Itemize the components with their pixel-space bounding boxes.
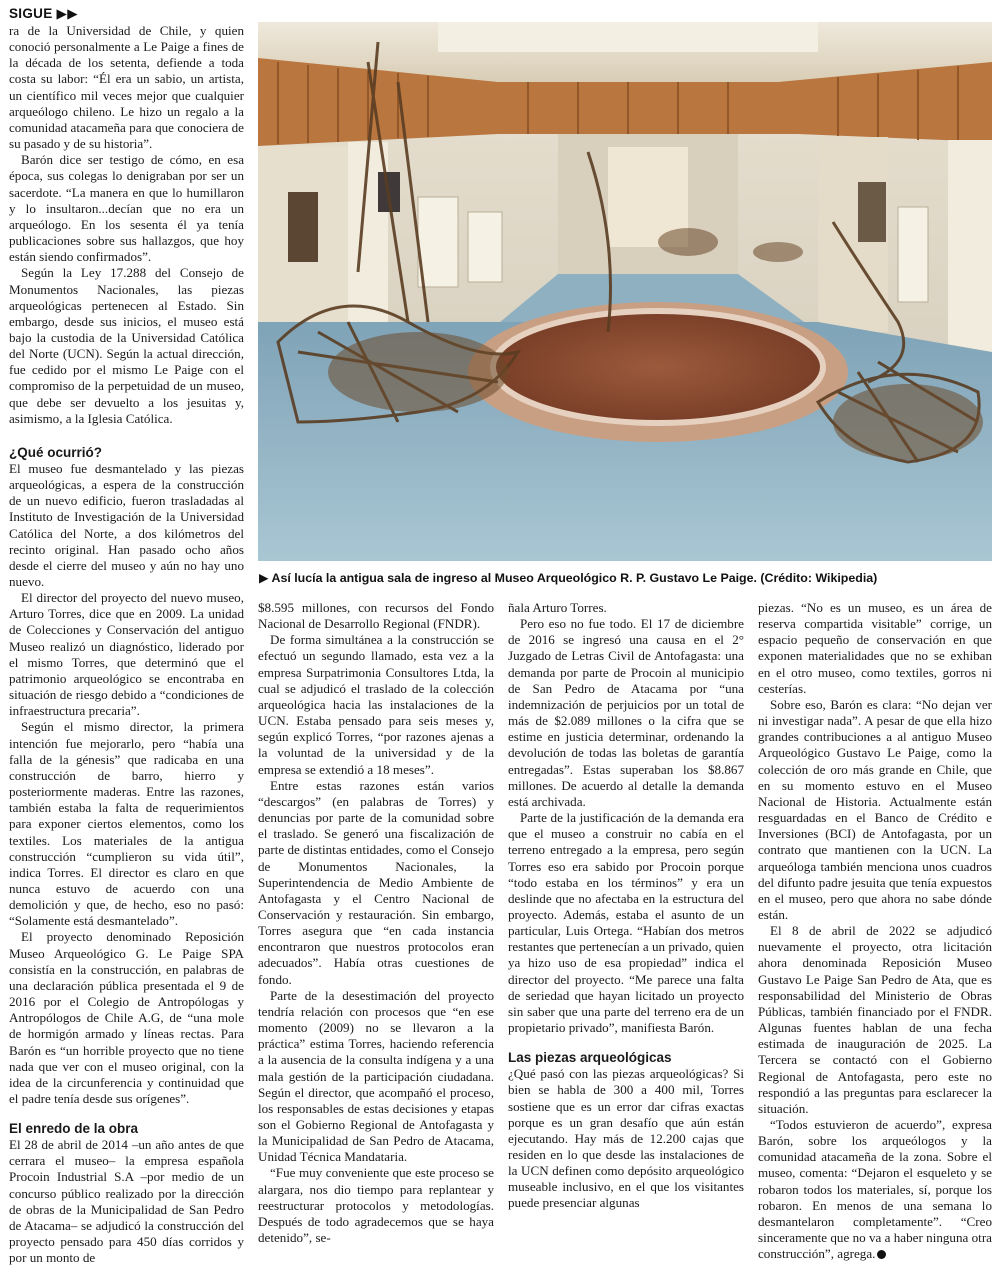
paragraph: El 8 de abril de 2022 se adjudicó nuevamente el proyecto, otra licitación ahora denominada Reposición Museo Gustavo Le Paige San Pedro de Ata, que es responsabilidad del Ministerio de Obras Públicas, también financiado por el FNDR. Algunas fuentes hablan de una fecha estimada de inauguración de 2025. La Tercera se contactó con el Gobierno Regional de Antofagasta, pero este no respondió a las preguntas para esclarecer la situación. [758,923,992,1116]
text-column-2 [258,600,494,1246]
paragraph: Según la Ley 17.288 del Consejo de Monumentos Nacionales, las piezas arqueológicas pertenecen al Estado. Sin embargo, desde sus inicios, el museo está bajo la custodia de la Universidad Católica del Norte (UCN). Según la actual dirección, fue cedido por el mismo Le Paige con el compromiso de la perpetuidad de un museo, que debe ser devuelto a los jesuitas y, asimismo, a la Iglesia Católica. [9,265,244,426]
caption-text: Así lucía la antigua sala de ingreso al Museo Arqueológico R. P. Gustavo Le Paige. (Crédito: Wikipedia) [271,571,878,585]
paragraph: Barón dice ser testigo de cómo, en esa época, sus colegas lo denigraban por ser un sacerdote. “La manera en que lo humillaron y lo insultaron...decían que no era un arqueólogo. En los sesenta él ya tenía publicaciones sobre sus hallazgos, que hoy están siendo confirmados”. [9,152,244,265]
paragraph [758,1117,992,1262]
paragraph: El 28 de abril de 2014 –un año antes de que cerrara el museo– la empresa española Procoin Industrial S.A –por medio de un concurso público realizado por la dirección de obras de la Municipalidad de San Pedro de Atacama– se adjudicó la construcción del proyecto pensado para 450 días corridos y por un monto de [9,1137,244,1266]
paragraph: ra de la Universidad de Chile, y quien conoció personalmente a Le Paige a fines de la década de los setenta, defiende a toda costa su labor: “Él era un sabio, un artista, un científico mil veces mejor que cualquier arqueólogo chileno. Le hizo un regalo a la comunidad atacameña para que conociera de su pasado y de su historia”. [9,23,244,152]
subheading-que-ocurrio: ¿Qué ocurrió? [9,444,103,460]
paragraph: Parte de la desestimación del proyecto tendría relación con procesos que “en ese momento (2009) no se llevaron a la práctica” estima Torres, haciendo referencia a la ausencia de la consulta indígena y a una mala gestión de la participación ciudadana. Según el director, que acompañó el proceso, los responsables de estas decisiones y etapas son el Gobierno Regional de Antofagasta y la Municipalidad de San Pedro de Atacama, Unidad Técnica Mandataria. [258,987,494,1165]
paragraph: ñala Arturo Torres. [508,600,607,615]
paragraph: $8.595 millones, con recursos del Fondo Nacional de Desarrollo Regional (FNDR). [258,600,494,632]
paragraph-text: “Todos estuvieron de acuerdo”, expresa Barón, sobre los arqueólogos y la comunidad atacameña de la zona. Sobre el museo, comenta: “Dejaron el esqueleto y se robaron todos los materiales, sí, porque los robaron. En menos de una semana lo desmantelaron completamente”. “Creo sinceramente que no va a haber ninguna otra construcción”, agrega. [758,1117,992,1262]
text-column-3 [508,600,744,1212]
paragraph: Sobre eso, Barón es clara: “No dejan ver ni investigar nada”. A pesar de que ella hizo grandes contribuciones a al antiguo Museo Arqueológico Gustavo Le Paige, como la colección de oro más grande en Chile, que en su momento estuvo en el Museo Nacional de Historia. Actualmente están resguardadas en el Banco de Crédito e Inversiones (BCI) de Antofagasta, por un contrato que mantienen con la UCN. La arqueóloga también menciona unos cuadros del difunto padre jesuita que tenía expuestos en el museo, pero que ahora no sabe dónde están. [758,696,992,922]
end-of-article-icon [877,1250,886,1259]
museum-hall-illustration [258,22,992,561]
paragraph: “Fue muy conveniente que este proceso se alargara, nos dio tiempo para replantear y reestructurar protocolos y metodologías. Después de todo agradecemos que se haya detenido”, se- [258,1165,494,1246]
paragraph: Entre estas razones están varios “descargos” (en palabras de Torres) y denuncias por parte de la comunidad sobre el traslado. Se generó una fiscalización de parte de distintas entidades, como el Consejo de Monumentos Nacionales, la Superintendencia de Medio Ambiente de Antofagasta y el Centro Nacional de Conservación y restauración. Sin embargo, Torres asegura que “en cada instancia encontraron que nuestros protocolos eran adecuados”. Había otras cuestiones de fondo. [258,777,494,987]
paragraph: ¿Qué pasó con las piezas arqueológicas? Si bien se habla de 300 a 400 mil, Torres sostiene que es un error dar cifras exactas porque es un gran desafío que aún están ejecutando. Hay más de 12.200 cajas que residen en lo que desde las instalaciones de la UCN definen como depósito arqueológico museable inclusivo, en el que los visitantes puede presenciar algunas [508,1066,744,1211]
paragraph: piezas. “No es un museo, es un área de reserva compartida visitable” corrige, un espacio pequeño de conservación en que exponen materialidades que no se exhiban en el otro museo, como textiles, gorros ni cesterías. [758,600,992,696]
text-column-1 [9,23,244,1266]
paragraph: El museo fue desmantelado y las piezas arqueológicas, a espera de la construcción de un nuevo edificio, fueron trasladadas al Instituto de Investigación de la Universidad Católica del Norte, a dos kilómetros del recinto original. Han pasado ocho años desde el cierre del museo y aún no hay uno nuevo. [9,460,244,589]
section-kicker: SIGUE ▶▶ [9,6,78,21]
paragraph: Pero eso no fue todo. El 17 de diciembre de 2016 se ingresó una causa en el 2° Juzgado de Letras Civil de Antofagasta: una demanda por parte de Procoin al municipio de San Pedro de Atacama por “una indemnización de perjuicios por un total de más de $2.089 millones o la cifra que se estime en justicia determinar, ordenando la devolución de todas las boletas de garantía entregadas”. Estas superaban los $8.867 millones. De acuerdo al detalle la demanda está archivada. [508,616,744,809]
caption-arrow-icon: ▶ [259,571,269,585]
subheading-enredo-obra: El enredo de la obra [9,1121,139,1137]
subheading-piezas-arqueologicas: Las piezas arqueológicas [508,1050,672,1066]
photo-caption [259,571,993,586]
museum-hall-photo [258,22,992,561]
paragraph: Parte de la justificación de la demanda era que el museo a construir no cabía en el terreno entregado a la empresa, pero según Torres eso era sabido por Procoin porque “todo estaba en los términos” y era un deslinde que no afectaba en la estructura del proyecto. Además, estaba el asunto de un particular, Luis Ortega. “Habían dos metros restantes que pertenecían a un privado, quien ya hizo uso de esa propiedad” indica el director del proyecto. “Me parece una falta de seriedad que hayan licitado un proyecto sin saber que una parte del terreno era de un propietario privado”, manifiesta Barón. [508,810,744,1036]
paragraph: Según el mismo director, la primera intención fue mejorarlo, pero “había una falla de la génesis” que radicaba en una construcción de barro, hierro y posteriormente maderas. Entre las razones, también estaba la falta de requerimientos para exponer ciertos elementos, como los textiles. Los materiales de la antigua construcción “cumplieron su vida útil”, indica Torres. El director es claro en que nunca estuvo de acuerdo con una demolición y que, de hecho, eso no pasó: “Solamente está desmantelado”. [9,719,244,929]
paragraph: De forma simultánea a la construcción se efectuó un segundo llamado, esta vez a la empresa Surpatrimonia Consultores Ltda, la cual se adjudicó el traslado de la colección arqueológica hacia las instalaciones de la UCN. Estaba pensado para seis meses y, según explicó Torres, “por razones ajenas a la voluntad de la universidad y de la empresa se extendió a 18 meses”. [258,632,494,777]
paragraph: El director del proyecto del nuevo museo, Arturo Torres, dice que en 2009. La unidad de Colecciones y Conservación del antiguo Museo realizó un diagnóstico, liderado por el mismo Torres, que determinó que el patrimonio arqueológico se encontraba en situación de riesgo debido a “condiciones de infraestructura precaria”. [9,590,244,719]
paragraph: El proyecto denominado Reposición Museo Arqueológico G. Le Paige SPA consistía en la construcción, en palabras de una declaración pública presentada el 9 de 2016 por el Colegio de Antropólogas y Antropólogos de Chile A.G, de “una mole de hormigón armado y líneas rectas. Para Barón es “un horrible proyecto que no tiene nada que ver con el museo original, con la idea de la circunferencia y continuidad que el padre tenía desde sus orígenes”. [9,929,244,1106]
text-column-4 [758,600,992,1262]
